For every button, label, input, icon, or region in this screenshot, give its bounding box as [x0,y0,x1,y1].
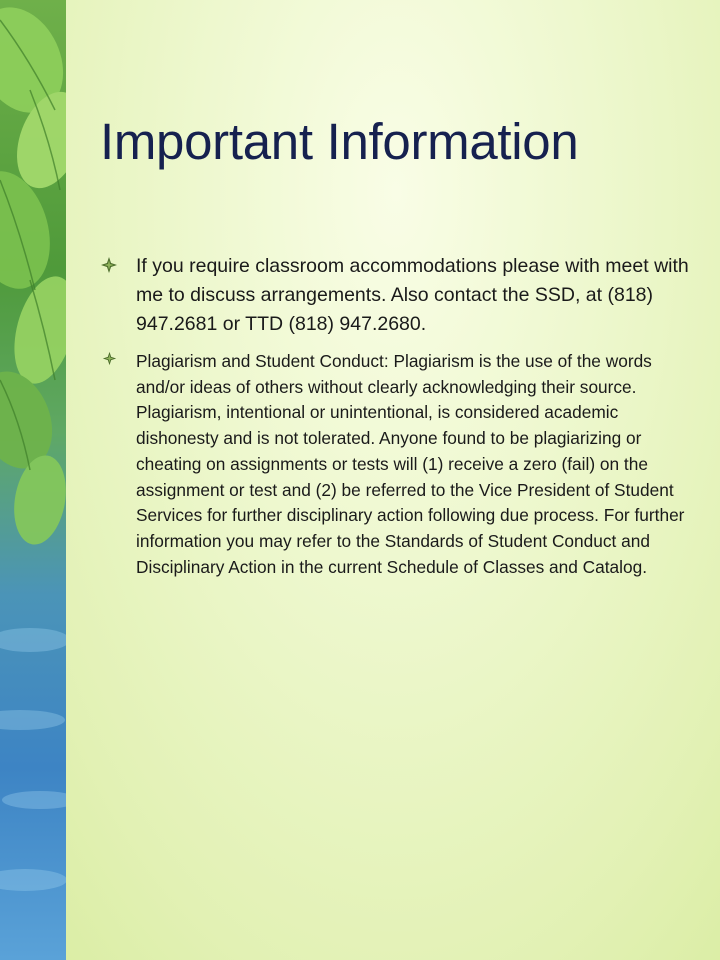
leaf-bullet-icon [102,351,117,366]
bullet-text: Plagiarism and Student Conduct: Plagiarism is the use of the words and/or ideas of others without clearly acknowledging their source. Plagiarism, intentional or unintentional, is considered academic dishonesty and is not tolerated. Anyone found to be plagiarizing or cheating on assignments or tests will (1) receive a zero (fail) on the assignment or test and (2) be referred to the Vice President of Student Services for further disciplinary action following due process. For further information you may refer to the Standards of Student Conduct and Disciplinary Action in the current Schedule of Classes and Catalog. [136,351,685,577]
slide-title: Important Information [100,113,579,170]
bullet-text: If you require classroom accommodations please with meet with me to discuss arrangements. Also contact the SSD, at (818) 947.2681 or TTD (818) 947.2680. [136,255,689,335]
decorative-leaf-strip [0,0,66,960]
bullet-list [100,252,690,580]
leaf-bullet-icon [100,256,118,274]
leaf-photo-illustration [0,0,66,960]
bullet-accommodations [100,252,690,339]
bullet-plagiarism [100,349,690,580]
